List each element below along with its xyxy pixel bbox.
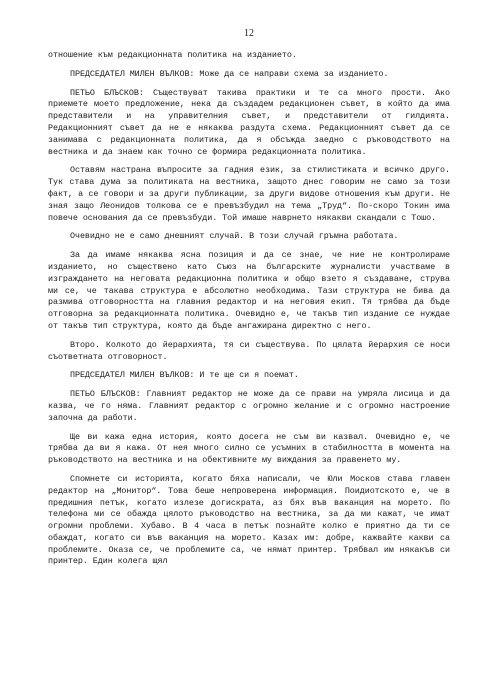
paragraph-6: За да имаме някаква ясна позиция и да се знае, че ние не контролираме изданието, но съществено като Съюз на българските журналисти участваме в изграждането на неговата редакционна политика и общо взето я създаване, струва ми се, че такава структура е абсолютно необходима. Тази структура не бива да размива отговорността на главния редактор и на неговия екип. Тя трябва да бъде отговорна за редакционната политика. Очевидно е, че такъв тип издание се нуждае от такъв тип структура, която да бъде ангажирана директно с него. — [48, 250, 450, 331]
paragraph-10: Ще ви кажа една история, която досега не съм ви казвал. Очевидно е, че трябва да ви я кажа. От нея много силно се усъмних в стабилността в момента на ръководството на вестника и на обективните му виждания за правенето му. — [48, 431, 450, 466]
paragraph-5: Очевидно не е само днешният случай. В този случай гръмна работата. — [70, 231, 399, 242]
paragraph-4: Оставям настрана въпросите за гадния език, за стилистиката и всичко друго. Тук става дума за политиката на вестника, защото днес говорим не само за този факт, а се говори и за други публикации, за други видове отношения към други. Не зная защо Леонидов толкова се е превъзбудил на тема „Труд“. По-скоро Токин има повече основания да се превъзбуди. Той имаше наврнето някакви скандали с Тошо. — [48, 165, 450, 223]
paragraph-9: ПЕТЬО БЛЪСКОВ: Главният редактор не може да се прави на умряла лисица и да казва, че го няма. Главният редактор с огромно желание и с огромно настроение започна да работи. — [48, 389, 450, 423]
paragraph-11: Спомнете си историята, когато бяха написали, че Юли Москов става главен редактор на „Монитор“. Това беше непроверена информация. Поидиотското е, че в предишния петък, когато излезе догискрата, аз бях във ваканция на морето. По телефона ми се обажда цялото ръководство на вестника, за да ми кажат, че имат огромни проблеми. Хубаво. В 4 часа в петък познайте колко е приятно да ти се обаждат, когато си във ваканция на морето. Казах им: добре, кажвайте какви са проблемите. Оказа се, че проблемите са, че нямат принтер. Трябвал им някакъв си принтер. Един колега щял — [48, 473, 450, 567]
paragraph-1: отношение към редакционната политика на изданието. — [48, 50, 297, 60]
paragraph-8: ПРЕДСЕДАТЕЛ МИЛЕН ВЪЛКОВ: И те ще си я поемат. — [70, 370, 299, 381]
paragraph-2: ПРЕДСЕДАТЕЛ МИЛЕН ВЪЛКОВ: Може да се направи схема за изданието. — [70, 68, 389, 79]
page-number: 12 — [244, 28, 254, 39]
paragraph-7: Второ. Колкото до йерархията, тя си съществува. По цялата йерархия се носи съответната отговорност. — [48, 339, 450, 362]
paragraph-3: ПЕТЬО БЛЪСКОВ: Съществуват такива практики и те са много прости. Ако приемете моето предложение, нека да създадем редакционен съвет, в който да има представители и на управителния съвет, и представители от гилдията. Редакционният съвет да не е някаква раздута схема. Редакционният съвет да се занимава с редакционната политика, да я обсъжда заедно с ръководството на вестника и да знаем как точно се формира редакционната политика. — [48, 87, 450, 157]
